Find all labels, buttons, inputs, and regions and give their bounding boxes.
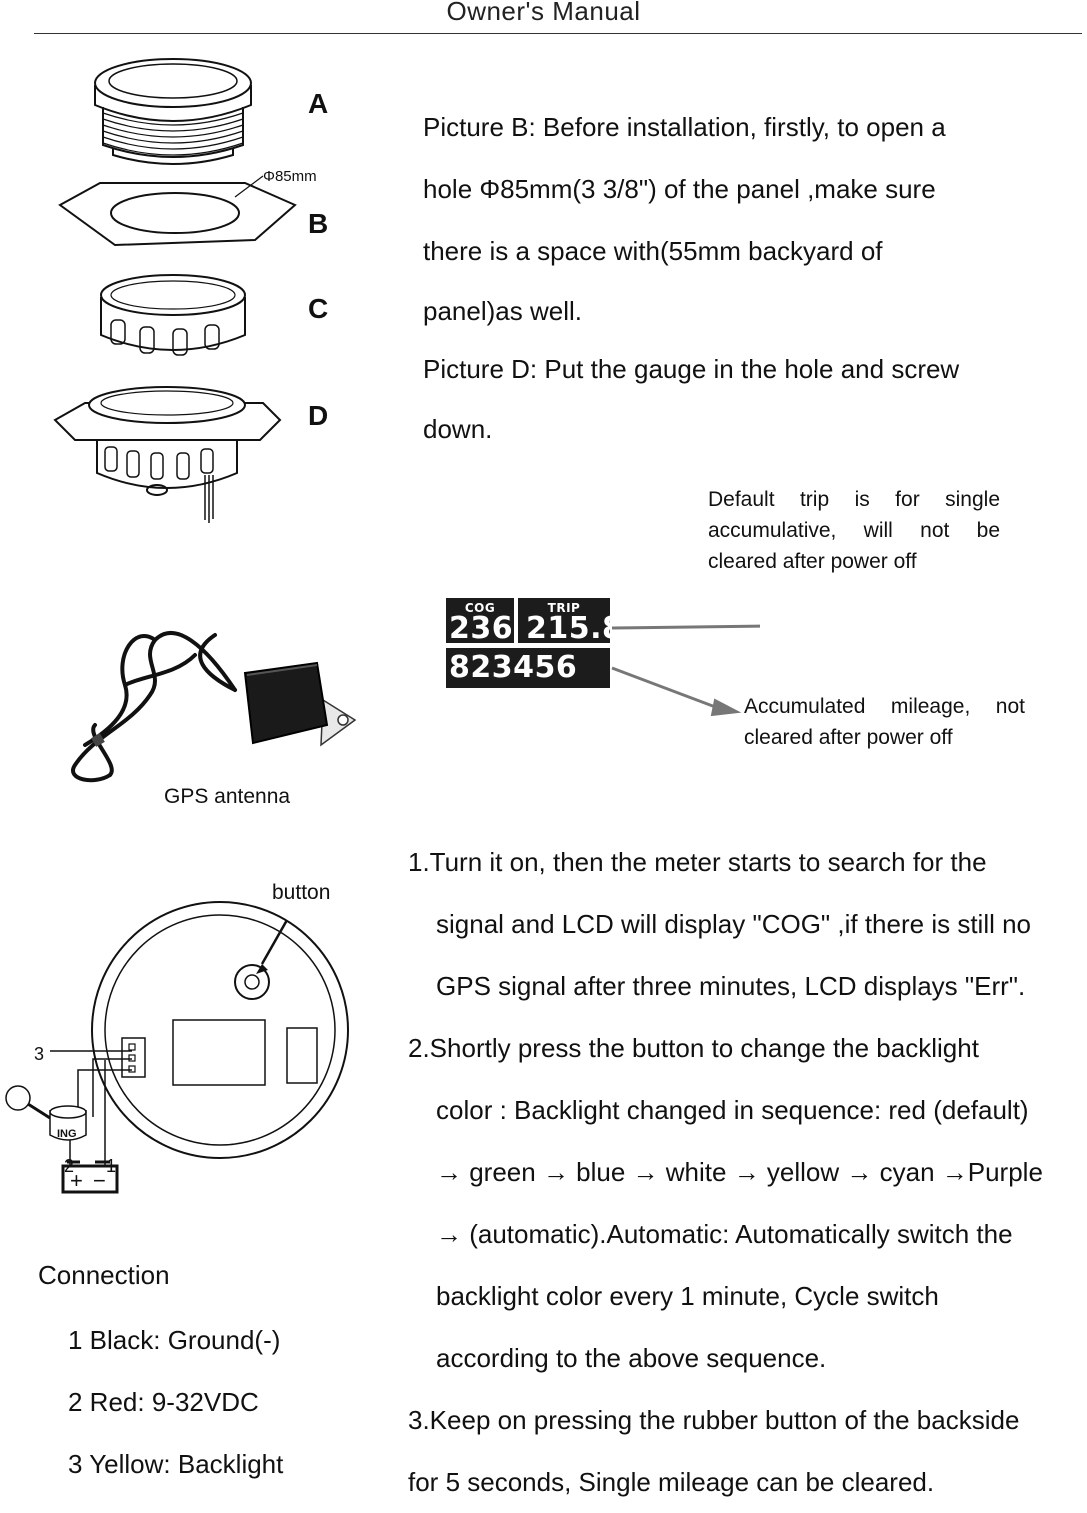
instruction-line: 1.Turn it on, then the meter starts to search for the: [408, 847, 987, 877]
part-b-gasket: [60, 168, 317, 245]
part-label-a: A: [308, 88, 329, 119]
operating-instructions: [408, 831, 1087, 1513]
instruction-line: for 5 seconds, Single mileage can be cleared.: [408, 1467, 935, 1497]
install-line: panel)as well.: [423, 296, 582, 326]
cog-panel: [446, 598, 514, 646]
trip-note-line: accumulative, will not be: [708, 519, 1000, 542]
part-d-assembled: [55, 387, 280, 523]
battery-plus-sign: +: [70, 1168, 83, 1193]
part-c-nut: [101, 275, 245, 355]
part-label-b: B: [308, 208, 329, 239]
trip-label: TRIP: [547, 601, 581, 615]
wire-label-3: 3: [34, 1044, 45, 1064]
trip-callout-arrow: [612, 590, 760, 628]
instruction-line: GPS signal after three minutes, LCD displays "Err".: [436, 971, 1026, 1001]
hole-dimension-label: Φ85mm: [263, 168, 317, 185]
rear-label-area: [173, 1020, 265, 1085]
install-line: Picture B: Before installation, firstly, to open a: [423, 112, 946, 142]
trip-panel: [518, 598, 624, 646]
trip-note: [708, 484, 1000, 577]
callout-arrows: [600, 570, 760, 730]
install-line: hole Φ85mm(3 3/8") of the panel ,make sure: [423, 174, 936, 204]
gauge-back-outline: [92, 902, 348, 1158]
wiring-diagram: [0, 870, 390, 1220]
trip-note-line: Default trip is for single: [708, 488, 1000, 511]
part-label-c: C: [308, 293, 329, 324]
install-line: there is a space with(55mm backyard of: [423, 236, 883, 266]
gps-antenna-caption: GPS antenna: [164, 785, 291, 808]
odo-note-line: cleared after power off: [744, 726, 953, 749]
odo-callout-arrow: [612, 668, 718, 708]
installation-text: [423, 96, 1073, 460]
gps-antenna-illustration: [55, 615, 365, 795]
header-divider: [34, 33, 1082, 34]
install-line: Picture D: Put the gauge in the hole and screw: [423, 354, 960, 384]
cog-label: COG: [464, 601, 496, 615]
connection-item: 3 Yellow: Backlight: [68, 1449, 284, 1479]
connection-item: 1 Black: Ground(-): [68, 1325, 281, 1355]
ignition-label: ING: [57, 1128, 77, 1140]
instruction-line: 3.Keep on pressing the rubber button of the backside: [408, 1405, 1020, 1435]
cog-value: 236: [449, 611, 514, 646]
key-icon: [6, 1086, 30, 1110]
install-line: down.: [423, 414, 493, 444]
trip-value: 215.8: [526, 611, 624, 646]
lcd-display: [446, 598, 624, 720]
wire-label-1: 1: [106, 1156, 117, 1176]
odo-note-line: Accumulated mileage, not: [744, 695, 1025, 718]
button-label: button: [272, 881, 331, 904]
instruction-line: according to the above sequence.: [436, 1343, 827, 1373]
installation-diagram: [45, 45, 345, 535]
connection-item: 2 Red: 9-32VDC: [68, 1387, 259, 1417]
instruction-line: 2.Shortly press the button to change the backlight: [408, 1033, 979, 1063]
odometer-note: [744, 691, 1025, 753]
wire-label-2: 2: [64, 1156, 75, 1176]
instruction-line: color : Backlight changed in sequence: red (default): [436, 1095, 1029, 1125]
connection-list: [68, 1309, 398, 1495]
page-title: Owner's Manual: [446, 0, 641, 26]
instruction-line: signal and LCD will display "COG" ,if there is still no: [436, 909, 1032, 939]
instruction-line: → (automatic).Automatic: Automatically switch the: [436, 1219, 1013, 1249]
part-label-d: D: [308, 400, 329, 431]
trip-note-line: cleared after power off: [708, 550, 917, 573]
battery-minus-sign: −: [93, 1168, 106, 1193]
instruction-line: → green → blue → white → yellow → cyan →Purple: [436, 1157, 1043, 1187]
instruction-line: backlight color every 1 minute, Cycle switch: [436, 1281, 939, 1311]
odometer-value: 823456 MI: [449, 650, 578, 720]
connection-title: Connection: [38, 1260, 170, 1290]
odometer-panel: [446, 648, 610, 720]
part-a-gauge: [95, 59, 251, 164]
